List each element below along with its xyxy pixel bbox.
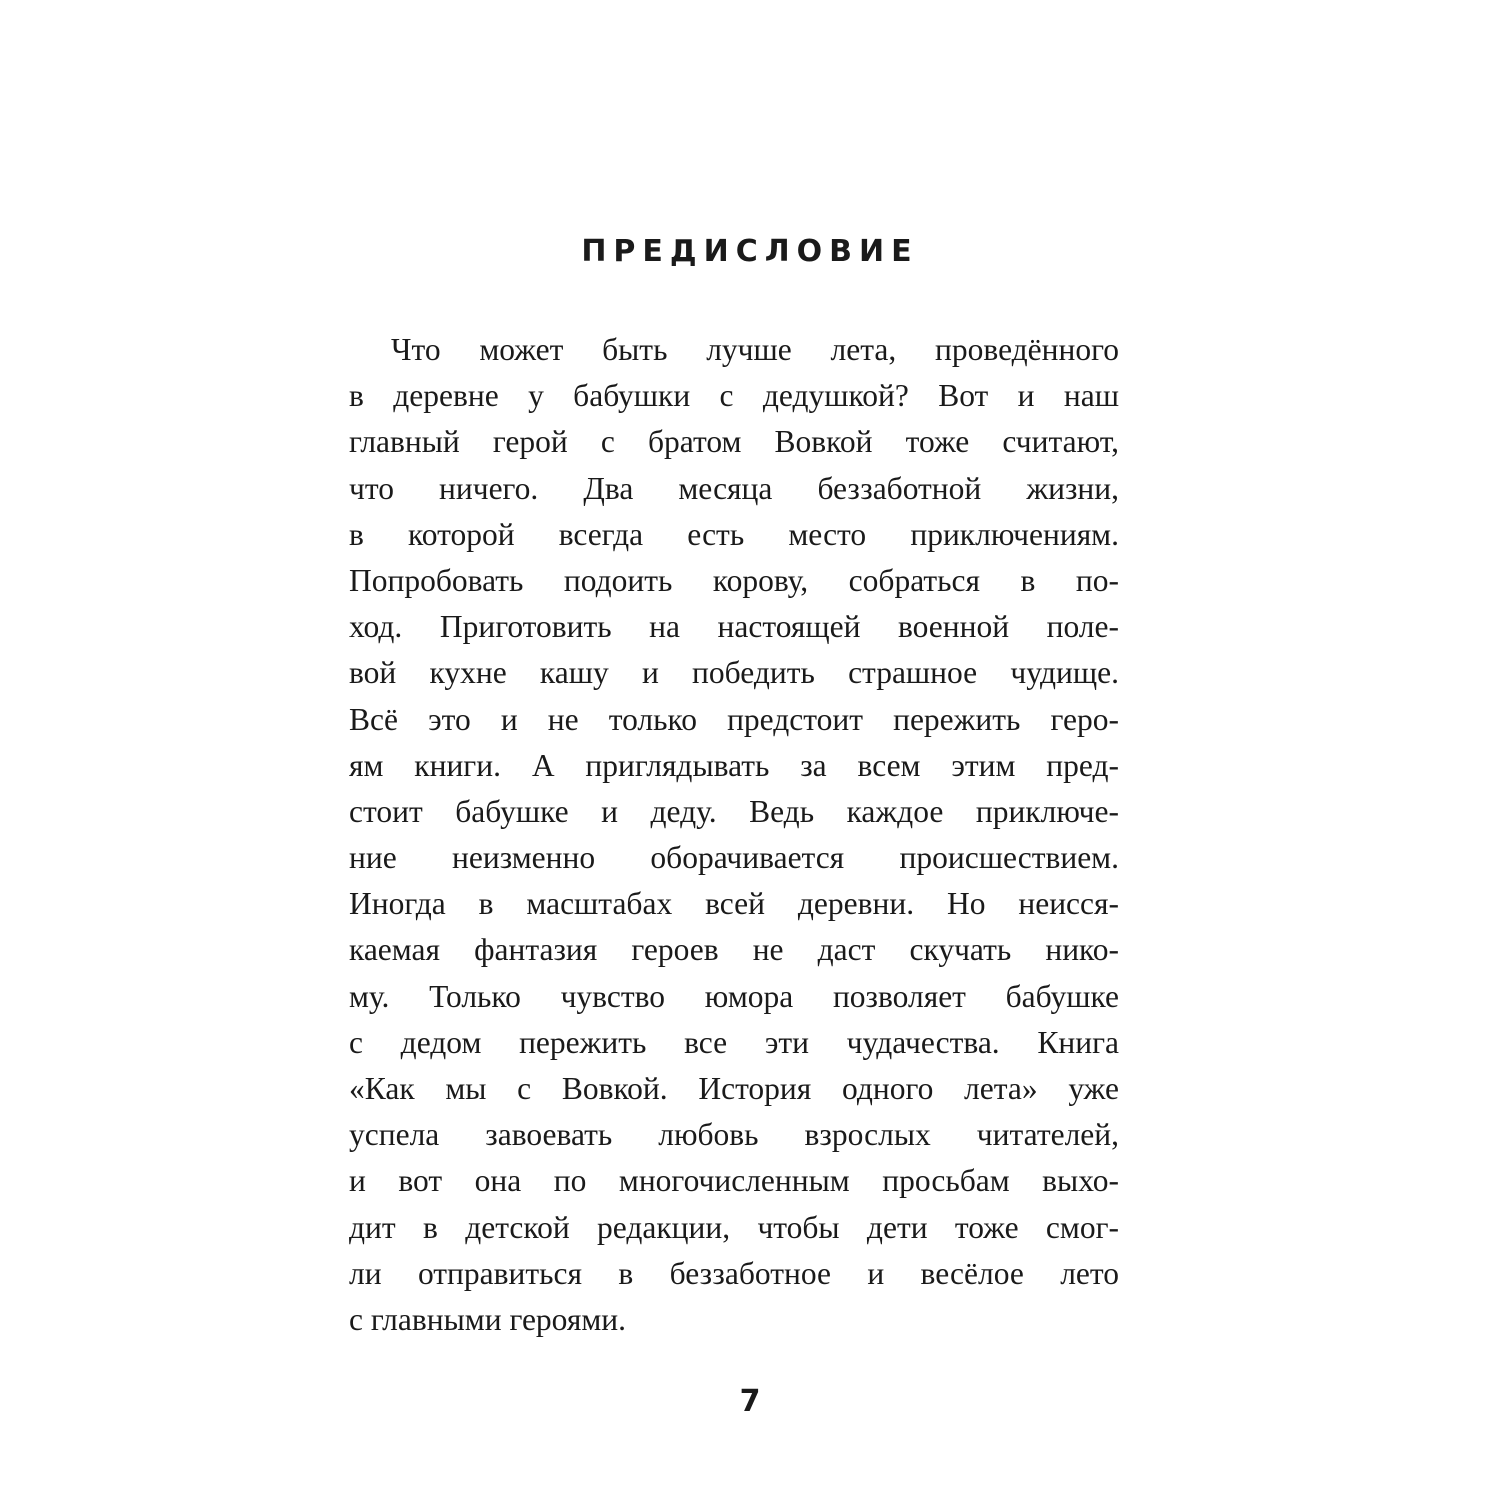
text-line: стоит бабушке и деду. Ведь каждое приключе- xyxy=(349,793,1119,829)
text-line: вой кухне кашу и победить страшное чудище. xyxy=(349,655,1119,691)
text-line: Всё это и не только предстоит пережить геро- xyxy=(349,701,1119,737)
text-line: с дедом пережить все эти чудачества. Книга xyxy=(349,1024,1119,1060)
text-line: и вот она по многочисленным просьбам выхо- xyxy=(349,1163,1119,1199)
text-line: дит в детской редакции, чтобы дети тоже смог- xyxy=(349,1209,1119,1245)
text-line: успела завоевать любовь взрослых читателей, xyxy=(349,1117,1119,1153)
text-line: главный герой с братом Вовкой тоже считают, xyxy=(349,424,1119,460)
chapter-heading: ПРЕДИСЛОВИЕ xyxy=(581,234,919,269)
text-line: Попробовать подоить корову, собраться в по- xyxy=(349,562,1119,598)
text-line: «Как мы с Вовкой. История одного лета» уже xyxy=(349,1071,1119,1106)
text-line: ям книги. А приглядывать за всем этим пред- xyxy=(349,747,1119,783)
text-line: что ничего. Два месяца беззаботной жизни, xyxy=(349,470,1119,506)
text-line: в которой всегда есть место приключениям. xyxy=(349,516,1119,552)
text-line: му. Только чувство юмора позволяет бабушке xyxy=(349,978,1119,1014)
text-line: Иногда в масштабах всей деревни. Но неисся- xyxy=(349,886,1119,922)
text-line: каемая фантазия героев не даст скучать нико- xyxy=(349,932,1119,968)
body-paragraph xyxy=(349,327,1119,1343)
text-line: ние неизменно оборачивается происшествием. xyxy=(349,840,1119,876)
text-line: с главными героями. xyxy=(349,1301,626,1337)
text-line: ход. Приготовить на настоящей военной поле- xyxy=(349,609,1119,645)
text-line: в деревне у бабушки с дедушкой? Вот и наш xyxy=(349,378,1119,414)
page-number: 7 xyxy=(739,1384,761,1419)
text-line: Что может быть лучше лета, проведённого xyxy=(391,332,1119,367)
text-line: ли отправиться в беззаботное и весёлое лето xyxy=(349,1255,1119,1291)
